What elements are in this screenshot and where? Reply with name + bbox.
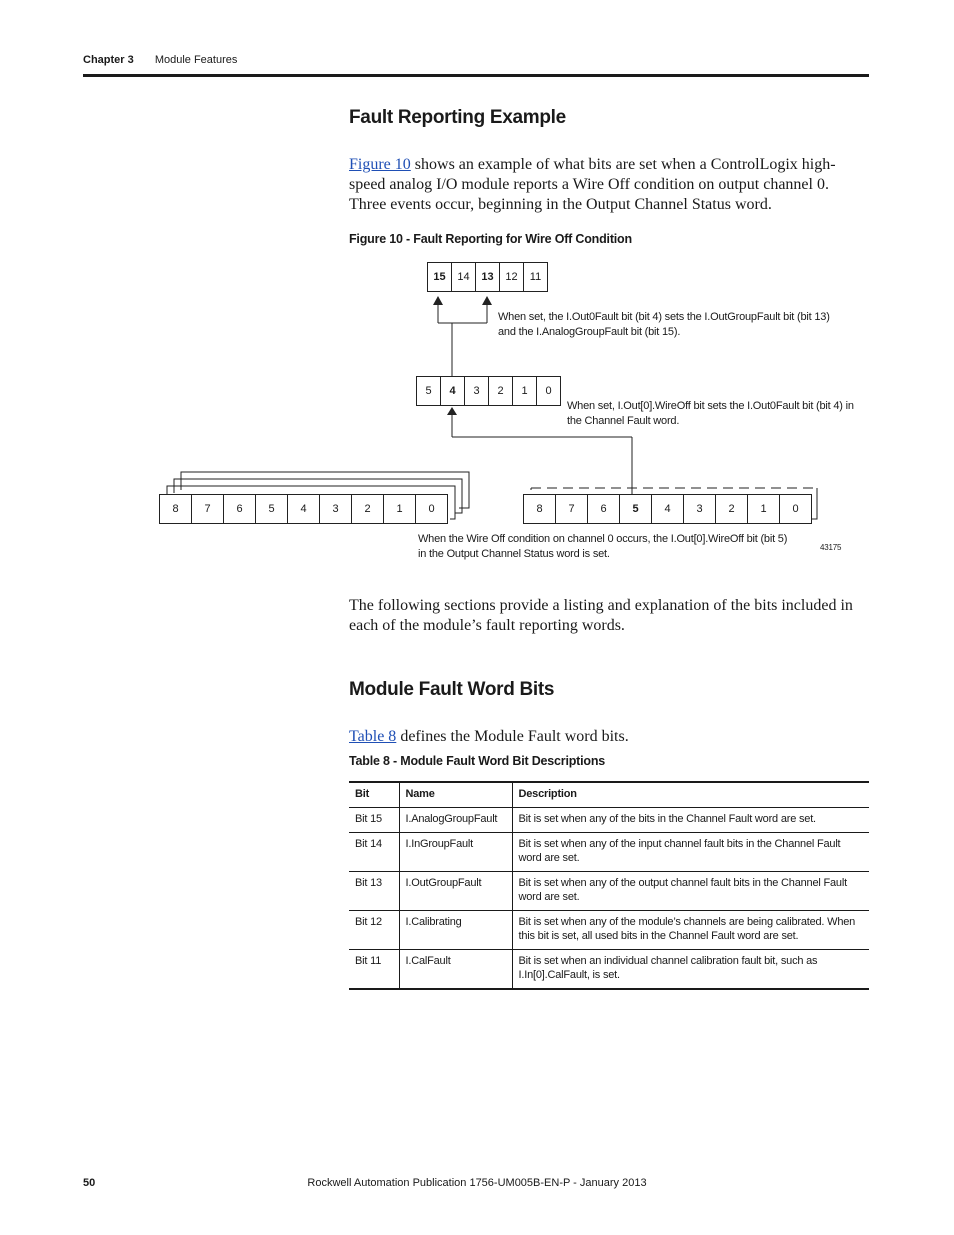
sections-paragraph: The following sections provide a listing and explanation of the bits included in each of the module’s fault reporting words. bbox=[349, 597, 853, 634]
output-status-bit-cell: 7 bbox=[555, 494, 588, 524]
input-status-bit-cell: 0 bbox=[415, 494, 448, 524]
input-status-bit-cell: 6 bbox=[223, 494, 256, 524]
output-status-bit-cell: 2 bbox=[715, 494, 748, 524]
intro-text: shows an example of what bits are set when a ControlLogix high-speed analog I/O module reports a Wire Off condition on output channel 0. Three events occur, beginning in the Output Channel Status word. bbox=[349, 156, 836, 213]
input-status-bit-cell: 4 bbox=[287, 494, 320, 524]
module-fault-bit-cell: 11 bbox=[523, 262, 548, 292]
module-fault-table bbox=[349, 781, 869, 990]
arrow-to-bit-15 bbox=[433, 296, 443, 305]
table-caption: Table 8 - Module Fault Word Bit Descriptions bbox=[349, 754, 606, 768]
table-header-row bbox=[349, 782, 869, 808]
cell-bit: Bit 13 bbox=[349, 872, 399, 911]
module-fault-bit-cell: 14 bbox=[451, 262, 476, 292]
channel-fault-bit-cell: 2 bbox=[488, 376, 513, 406]
figure-caption: Figure 10 - Fault Reporting for Wire Off Condition bbox=[349, 232, 632, 246]
module-fault-word bbox=[427, 262, 547, 292]
cell-bit: Bit 12 bbox=[349, 911, 399, 950]
publication-info: Rockwell Automation Publication 1756-UM005B-EN-P - January 2013 bbox=[307, 1177, 647, 1189]
table-intro-text: defines the Module Fault word bits. bbox=[396, 728, 629, 745]
channel-fault-bit-cell: 5 bbox=[416, 376, 441, 406]
header-name: Name bbox=[399, 782, 512, 808]
module-fault-bit-cell: 15 bbox=[427, 262, 452, 292]
page-number: 50 bbox=[83, 1177, 96, 1189]
arrow-to-channel-fault bbox=[447, 407, 457, 415]
output-status-bit-cell: 5 bbox=[619, 494, 652, 524]
cell-bit: Bit 15 bbox=[349, 808, 399, 833]
table-row bbox=[349, 808, 869, 833]
fault-reporting-heading: Fault Reporting Example bbox=[349, 107, 566, 128]
channel-fault-bit-cell: 0 bbox=[536, 376, 561, 406]
cell-description: Bit is set when any of the bits in the Channel Fault word are set. bbox=[512, 808, 869, 833]
cell-name: I.CalFault bbox=[399, 950, 512, 990]
figure-id: 43175 bbox=[820, 543, 842, 552]
channel-fault-bit-cell: 1 bbox=[512, 376, 537, 406]
header-description: Description bbox=[512, 782, 869, 808]
table-row bbox=[349, 911, 869, 950]
arrow-to-bit-13 bbox=[482, 296, 492, 305]
module-fault-bit-cell: 13 bbox=[475, 262, 500, 292]
group-fault-connector bbox=[438, 303, 487, 376]
module-fault-bit-cell: 12 bbox=[499, 262, 524, 292]
input-channel-status-word bbox=[159, 494, 447, 524]
chapter-section: Module Features bbox=[154, 54, 238, 66]
cell-name: I.OutGroupFault bbox=[399, 872, 512, 911]
note-channel-fault: When set, I.Out[0].WireOff bit sets the I.Out0Fault bit (bit 4) in the Channel Fault word. bbox=[567, 400, 854, 427]
channel-fault-bit-cell: 4 bbox=[440, 376, 465, 406]
note-group-fault: When set, the I.Out0Fault bit (bit 4) sets the I.OutGroupFault bit (bit 13) and the I.AnalogGroupFault bit (bit 15). bbox=[498, 311, 830, 338]
module-fault-heading: Module Fault Word Bits bbox=[349, 679, 555, 700]
table-row bbox=[349, 833, 869, 872]
input-status-bit-cell: 8 bbox=[159, 494, 192, 524]
cell-name: I.AnalogGroupFault bbox=[399, 808, 512, 833]
cell-bit: Bit 11 bbox=[349, 950, 399, 990]
input-status-bit-cell: 1 bbox=[383, 494, 416, 524]
output-status-bit-cell: 6 bbox=[587, 494, 620, 524]
cell-bit: Bit 14 bbox=[349, 833, 399, 872]
table-intro-paragraph bbox=[349, 727, 869, 747]
output-channel-status-word bbox=[523, 494, 811, 524]
figure-10-link[interactable]: Figure 10 bbox=[349, 156, 411, 173]
note-wire-off: When the Wire Off condition on channel 0 occurs, the I.Out[0].WireOff bit (bit 5) in the Output Channel Status word is set. bbox=[418, 533, 788, 560]
channel-fault-word bbox=[416, 376, 560, 406]
header-bit: Bit bbox=[349, 782, 399, 808]
output-status-bit-cell: 1 bbox=[747, 494, 780, 524]
table-8-link[interactable]: Table 8 bbox=[349, 728, 397, 745]
table-row bbox=[349, 872, 869, 911]
cell-description: Bit is set when any of the module’s channels are being calibrated. When this bit is set, all used bits in the Channel Fault word are set. bbox=[512, 911, 869, 950]
cell-name: I.Calibrating bbox=[399, 911, 512, 950]
cell-name: I.InGroupFault bbox=[399, 833, 512, 872]
cell-description: Bit is set when any of the output channel fault bits in the Channel Fault word are set. bbox=[512, 872, 869, 911]
channel-fault-bit-cell: 3 bbox=[464, 376, 489, 406]
input-status-bit-cell: 7 bbox=[191, 494, 224, 524]
output-status-bit-cell: 4 bbox=[651, 494, 684, 524]
table-row bbox=[349, 950, 869, 990]
input-status-bit-cell: 2 bbox=[351, 494, 384, 524]
output-status-bit-cell: 3 bbox=[683, 494, 716, 524]
cell-description: Bit is set when an individual channel calibration fault bit, such as I.In[0].CalFault, is set. bbox=[512, 950, 869, 990]
output-status-bit-cell: 8 bbox=[523, 494, 556, 524]
chapter-label: Chapter 3 bbox=[83, 54, 134, 66]
cell-description: Bit is set when any of the input channel fault bits in the Channel Fault word are set. bbox=[512, 833, 869, 872]
input-status-bit-cell: 5 bbox=[255, 494, 288, 524]
input-status-bit-cell: 3 bbox=[319, 494, 352, 524]
output-status-bit-cell: 0 bbox=[779, 494, 812, 524]
